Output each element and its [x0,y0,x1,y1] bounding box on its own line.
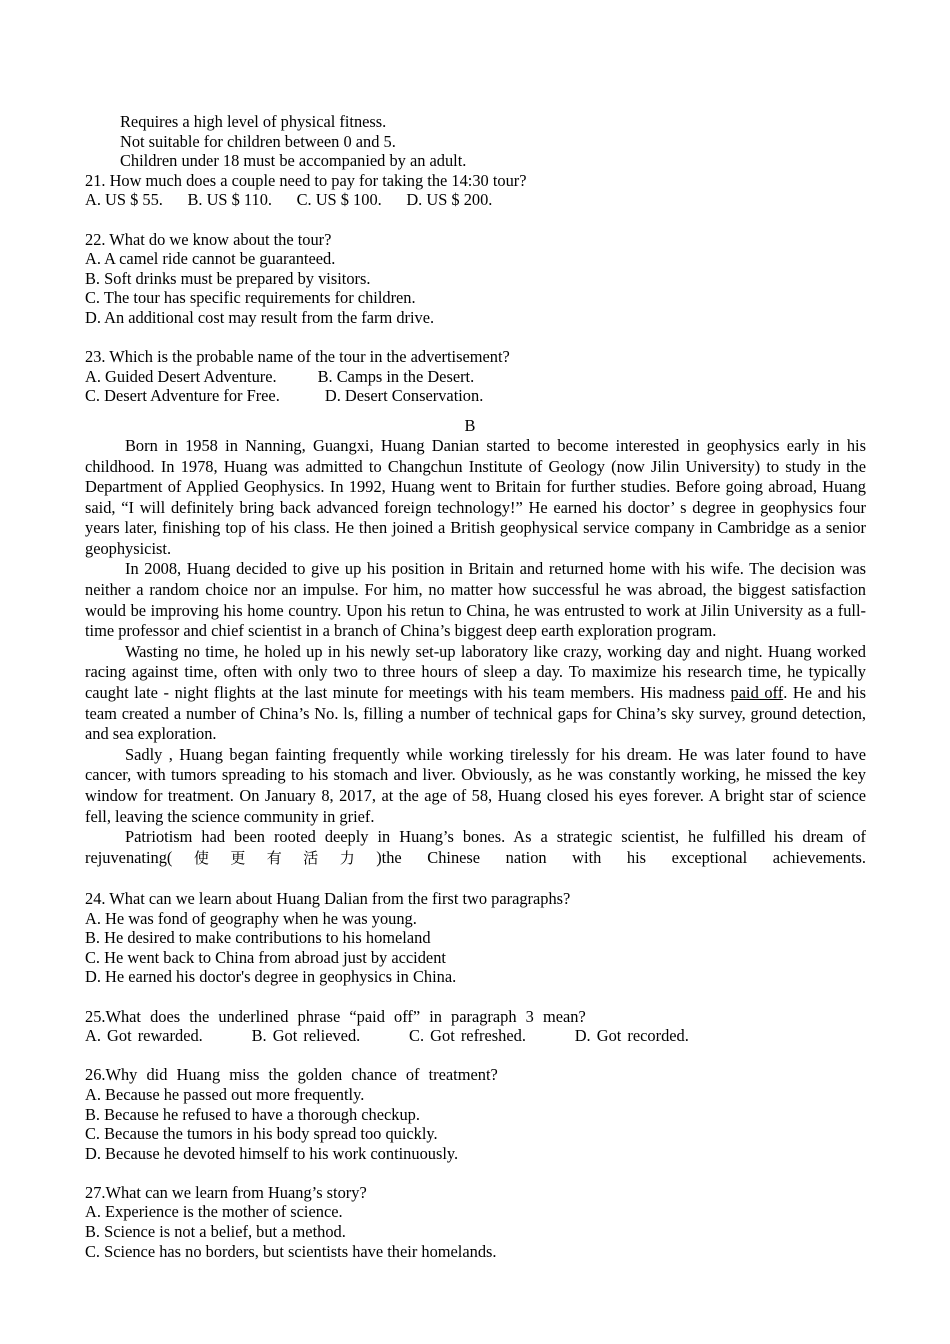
question-22-option-d[interactable]: D. An additional cost may result from the farm drive. [85,307,435,327]
question-26 [85,1065,866,1163]
question-22-option-c[interactable]: C. The tour has specific requirements for children. [85,288,416,308]
question-27-stem: 27.What can we learn from Huang’s story? [85,1182,367,1202]
question-24-option-d[interactable]: D. He earned his doctor's degree in geophysics in China. [85,967,457,987]
paragraph-3-text-after: . He and his team created a number of China’s No. ls, filling a number of technical gaps for China’s sky survey, ground detection, and sea exploration. [85,683,866,744]
spacer [85,1163,866,1183]
question-23-options-row-1[interactable]: A. Guided Desert Adventure. B. Camps in the Desert. [85,366,475,386]
ad-requirements-list [85,112,866,171]
question-24-option-a[interactable]: A. He was fond of geography when he was young. [85,908,417,928]
question-22-option-a[interactable]: A. A camel ride cannot be guaranteed. [85,249,336,269]
paragraph-5-text-after: )the Chinese nation with his exceptional achievements. [376,847,866,867]
question-26-option-b[interactable]: B. Because he refused to have a thorough checkup. [85,1104,420,1124]
question-21 [85,171,866,210]
question-21-options[interactable]: A. US $ 55. B. US $ 110. C. US $ 100. D. US $ 200. [85,190,493,210]
question-22-stem: 22. What do we know about the tour? [85,229,332,249]
question-22 [85,230,866,328]
question-21-stem: 21. How much does a couple need to pay for taking the 14:30 tour? [85,170,527,190]
question-23-options-row-2[interactable]: C. Desert Adventure for Free. D. Desert Conservation. [85,386,484,406]
question-24-stem: 24. What can we learn about Huang Dalian from the first two paragraphs? [85,888,571,908]
paragraph-5-text-before: Patriotism had been rooted deeply in Huang’s bones. As a strategic scientist, he fulfilled his dream of rejuvenating( [85,827,866,867]
question-25-stem: 25.What does the underlined phrase “paid off” in paragraph 3 mean? [85,1006,586,1026]
question-27-option-c[interactable]: C. Science has no borders, but scientists have their homelands. [85,1241,497,1261]
question-22-option-b[interactable]: B. Soft drinks must be prepared by visitors. [85,268,371,288]
ad-requirement-line: Not suitable for children between 0 and 5. [120,131,396,151]
question-24 [85,889,866,987]
spacer [85,1046,866,1066]
question-27 [85,1183,866,1261]
question-26-option-c[interactable]: C. Because the tumors in his body spread too quickly. [85,1124,438,1144]
question-26-stem: 26.Why did Huang miss the golden chance of treatment? [85,1065,498,1085]
underlined-phrase-paid-off: paid off [730,683,784,703]
question-25-options[interactable]: A. Got rewarded. B. Got relieved. C. Got refreshed. D. Got recorded. [85,1026,689,1046]
question-27-option-a[interactable]: A. Experience is the mother of science. [85,1202,343,1222]
question-23 [85,347,866,406]
passage-b [85,436,866,889]
question-24-option-b[interactable]: B. He desired to make contributions to his homeland [85,928,431,948]
passage-paragraph-2: In 2008, Huang decided to give up his position in Britain and returned home with his wife. The decision was neither a random choice nor an impulse. For him, no matter how successful he was abroad, the biggest satisfaction would be improving his home country. Upon his retun to China, he was entrusted to work at Jilin University as a full-time professor and chief scientist in a branch of China’s biggest deep earth exploration program. [85,559,866,641]
question-27-option-b[interactable]: B. Science is not a belief, but a method. [85,1222,346,1242]
question-26-option-d[interactable]: D. Because he devoted himself to his work continuously. [85,1143,459,1163]
passage-paragraph-4: Sadly , Huang began fainting frequently while working tirelessly for his dream. He was later found to have cancer, with tumors spreading to his stomach and liver. Obviously, as he was constantly working, he missed the key window for treatment. On January 8, 2017, at the age of 58, Huang closed his eyes forever. A bright star of science fell, leaving the science community in grief. [85,744,866,826]
section-letter-b-text: B [464,415,476,435]
question-25 [85,1007,866,1046]
question-24-option-c[interactable]: C. He went back to China from abroad just by accident [85,947,446,967]
spacer [85,406,866,415]
section-letter-b [83,415,864,436]
passage-paragraph-1: Born in 1958 in Nanning, Guangxi, Huang Danian started to become interested in geophysics early in his childhood. In 1978, Huang was admitted to Changchun Institute of Geology (now Jilin University) to study in the Department of Applied Geophysics. In 1992, Huang went to Britain for further studies. Before going abroad, Huang said, “I will definitely bring back advanced foreign technology!” He earned his doctor’ s degree in geophysics four years later, finishing top of his class. He then joined a British geophysical service company in Cambridge as a senior geophysicist. [85,435,866,558]
passage-paragraph-3 [85,642,866,745]
question-23-stem: 23. Which is the probable name of the tour in the advertisement? [85,347,510,367]
passage-paragraph-5 [85,827,866,889]
ad-requirement-line: Children under 18 must be accompanied by an adult. [120,151,467,171]
ad-requirement-line: Requires a high level of physical fitness. [120,112,387,131]
spacer [85,987,866,1007]
spacer [85,328,866,348]
paragraph-3-text-before: Wasting no time, he holed up in his newly set-up laboratory like crazy, working day and night. Huang worked racing against time, often with only two to three hours of sleep a day. To maximize his research time, he typically caught late - night flights at the last minute for meetings with his team members. His madness [85,641,866,703]
page-content [85,112,866,1261]
chinese-gloss: 使更有活力 [172,848,377,867]
spacer [85,210,866,230]
question-26-option-a[interactable]: A. Because he passed out more frequently. [85,1084,365,1104]
